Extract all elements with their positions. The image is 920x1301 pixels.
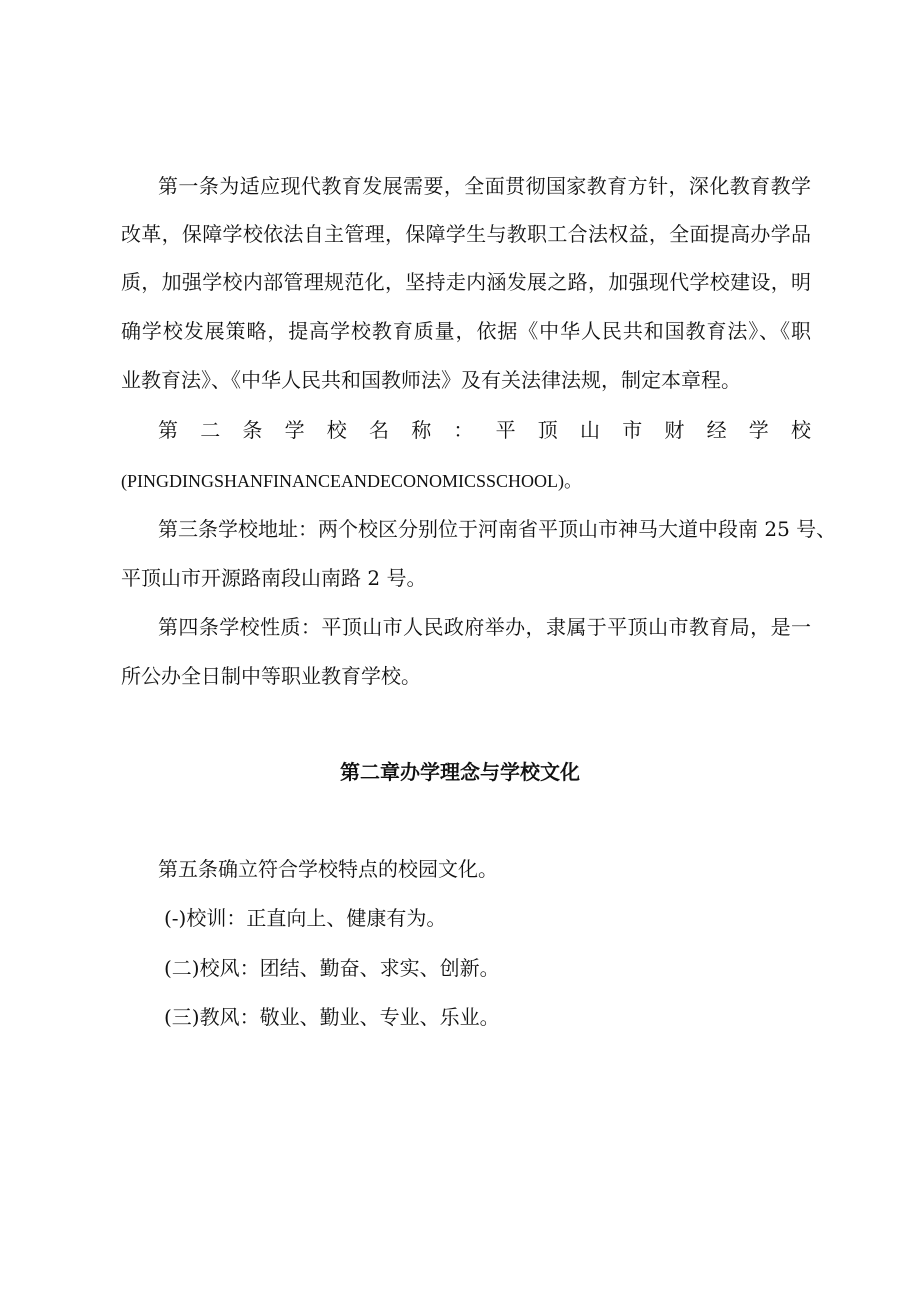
article-3-line-2: 平顶山市开源路南段山南路 2 号。 [121, 566, 427, 590]
article-1-line-1: 第一条为适应现代教育发展需要，全面贯彻国家教育方针，深化教育教学 [158, 174, 811, 198]
school-motto-item: (-)校训：正直向上、健康有为。 [164, 906, 447, 930]
article-2-line-2: (PINGDINGSHANFINANCEANDECONOMICSSCHOOL)。 [121, 471, 583, 491]
article-5-line-1: 第五条确立符合学校特点的校园文化。 [158, 857, 498, 881]
article-1-line-2: 改革，保障学校依法自主管理，保障学生与教职工合法权益，全面提高办学品 [121, 222, 811, 246]
teaching-style-item: (三)教风：敬业、勤业、专业、乐业。 [164, 1005, 500, 1029]
article-3-line-1: 第三条学校地址：两个校区分别位于河南省平顶山市神马大道中段南 25 号、 [158, 517, 837, 541]
school-ethos-item: (二)校风：团结、勤奋、求实、创新。 [164, 956, 500, 980]
article-4-line-2: 所公办全日制中等职业教育学校。 [121, 664, 421, 688]
chapter-2-heading: 第二章办学理念与学校文化 [340, 760, 580, 784]
article-2-line-1: 第 二 条 学 校 名 称 ： 平 顶 山 市 财 经 学 校 [158, 418, 811, 442]
article-4-line-1: 第四条学校性质：平顶山市人民政府举办，隶属于平顶山市教育局，是一 [158, 615, 811, 639]
article-1-line-3: 质，加强学校内部管理规范化，坚持走内涵发展之路，加强现代学校建设，明 [121, 270, 811, 294]
article-1-line-4: 确学校发展策略，提高学校教育质量，依据《中华人民共和国教育法》、《职 [121, 319, 811, 343]
article-1-line-5: 业教育法》、《中华人民共和国教师法》及有关法律法规，制定本章程。 [121, 368, 741, 392]
